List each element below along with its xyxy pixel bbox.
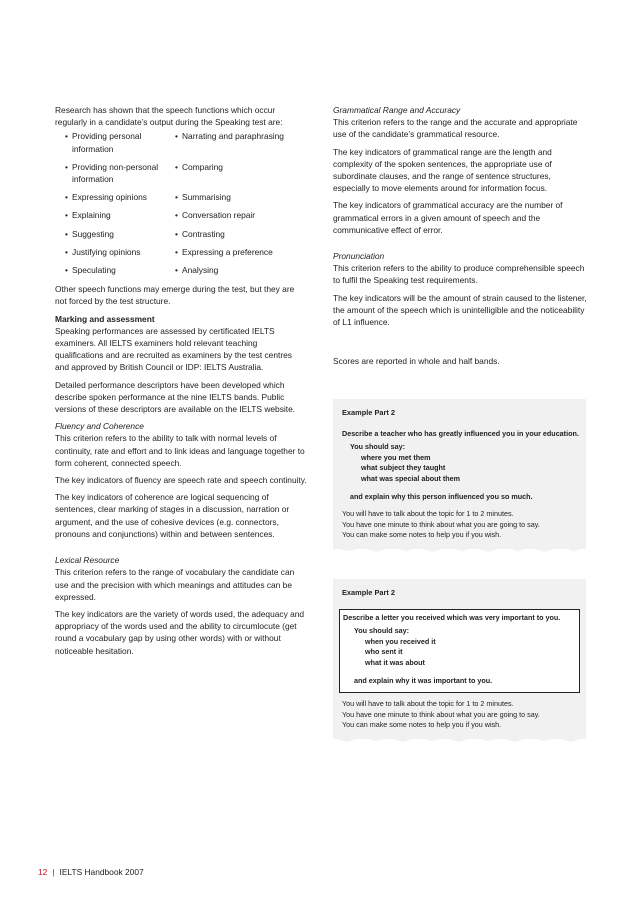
example-box-1 — [333, 399, 586, 549]
example-notes — [342, 699, 580, 731]
example-explain: and explain why this person influenced you so much. — [350, 491, 533, 501]
example-prompts — [361, 453, 580, 485]
example-say: You should say: — [350, 442, 405, 452]
function-item: • Conversation repair — [175, 210, 256, 221]
grammar-range-paragraph: The key indicators of grammatical range are the length and complexity of the spoken sentences, the appropriate use of subordinate clauses, and the range of sentence structures, especially to move elements around for information focus. — [333, 146, 552, 194]
example-explain: and explain why it was important to you. — [354, 675, 493, 685]
task-card — [339, 609, 580, 694]
lexical-paragraph: This criterion refers to the range of vocabulary the candidate can use and the precision with which meanings and attitudes can be expressed. — [55, 567, 295, 602]
function-item: • Expressing opinions — [65, 192, 147, 203]
note-line: You can make some notes to help you if you wish. — [342, 720, 502, 730]
function-item: • Justifying opinions — [65, 246, 141, 257]
note-line: You will have to talk about the topic for 1 to 2 minutes. — [342, 509, 514, 519]
prompt-item: where you met them — [361, 452, 431, 462]
grammar-heading: Grammatical Range and Accuracy — [333, 105, 461, 115]
function-item: • Contrasting — [175, 228, 225, 239]
torn-edge — [333, 735, 586, 743]
descriptors-paragraph: Detailed performance descriptors have been developed which describe spoken performance at the nine IELTS bands. Public versions of these descriptors are available on the IELTS website. — [55, 379, 296, 415]
example-task: Describe a teacher who has greatly influenced you in your education. — [342, 428, 579, 438]
prompt-item: when you received it — [365, 636, 436, 646]
example-title: Example Part 2 — [342, 588, 395, 597]
scores-paragraph: Scores are reported in whole and half bands. — [333, 356, 500, 367]
coherence-key-paragraph: The key indicators of coherence are logical sequencing of sentences, clear marking of stages in a discussion, narration or argument, and the use of cohesive devices (e.g. connectors, pronouns and conjunctions) within and between sentences. — [55, 492, 290, 539]
function-item: • Expressing a preference — [175, 246, 273, 257]
other-functions-paragraph: Other speech functions may emerge during the test, but they are not forced by the test structure. — [55, 284, 295, 307]
right-column — [333, 104, 589, 372]
lexical-heading: Lexical Resource — [55, 555, 120, 566]
pronunciation-key-paragraph: The key indicators will be the amount of strain caused to the listener, the amount of the speech which is unintelligible and the noticeability of L1 influence. — [333, 292, 587, 328]
footer-separator: | — [52, 867, 55, 877]
prompt-item: what was special about them — [361, 473, 461, 483]
example-task: Describe a letter you received which was very important to you. — [343, 612, 561, 622]
torn-edge — [333, 545, 586, 553]
note-line: You can make some notes to help you if you wish. — [342, 530, 502, 540]
function-item: • Summarising — [175, 192, 231, 203]
prompt-item: what subject they taught — [361, 463, 446, 473]
note-line: You have one minute to think about what you are going to say. — [342, 709, 540, 719]
function-item: • Providing non-personal information — [65, 161, 159, 185]
footer-title: IELTS Handbook 2007 — [59, 867, 144, 877]
left-column — [55, 104, 307, 662]
page-footer — [38, 867, 144, 877]
intro-paragraph: Research has shown that the speech functions which occur regularly in a candidate’s output during the Speaking test are: — [55, 105, 283, 128]
example-notes — [342, 509, 580, 541]
marking-paragraph: Speaking performances are assessed by certificated IELTS examiners. All IELTS examiners hold relevant teaching qualifications and are recruited as examiners by the test centres and approved by British Council or IDP: IELTS Australia. — [55, 325, 292, 373]
grammar-accuracy-paragraph: The key indicators of grammatical accuracy are the number of grammatical errors in a given amount of speech and the communicative effect of error. — [333, 200, 563, 235]
page-number: 12 — [38, 867, 48, 877]
function-item: • Suggesting — [65, 228, 114, 239]
fluency-heading: Fluency and Coherence — [55, 421, 144, 432]
example-say: You should say: — [354, 626, 409, 636]
fluency-paragraph: This criterion refers to the ability to talk with normal levels of continuity, rate and effort and to link ideas and language together to form coherent, connected speech. — [55, 433, 305, 468]
prompt-item: what it was about — [365, 657, 425, 667]
fluency-key-paragraph: The key indicators of fluency are speech rate and speech continuity. — [55, 475, 307, 486]
function-item: • Providing personal information — [65, 131, 142, 154]
function-item: • Narrating and paraphrasing — [175, 131, 284, 142]
prompt-item: who sent it — [365, 647, 403, 657]
example-prompts — [365, 637, 575, 669]
example-title: Example Part 2 — [342, 408, 395, 417]
function-item: • Explaining — [65, 210, 111, 221]
example-box-2 — [333, 579, 586, 739]
marking-heading: Marking and assessment — [55, 313, 155, 324]
grammar-paragraph: This criterion refers to the range and the accurate and appropriate use of the candidate’s grammatical resource. — [333, 117, 578, 140]
speech-functions-list — [65, 130, 307, 276]
note-line: You will have to talk about the topic for 1 to 2 minutes. — [342, 699, 514, 709]
function-item: • Analysing — [175, 265, 219, 276]
function-item: • Comparing — [175, 161, 223, 172]
pronunciation-paragraph: This criterion refers to the ability to produce comprehensible speech to fulfil the Speaking test requirements. — [333, 263, 585, 286]
lexical-key-paragraph: The key indicators are the variety of words used, the adequacy and appropriacy of the words used and the ability to circumlocute (get round a vocabulary gap by using other words) with or without noticeable hesitation. — [55, 608, 305, 656]
function-item: • Speculating — [65, 265, 116, 276]
note-line: You have one minute to think about what you are going to say. — [342, 519, 540, 529]
pronunciation-heading: Pronunciation — [333, 251, 385, 262]
